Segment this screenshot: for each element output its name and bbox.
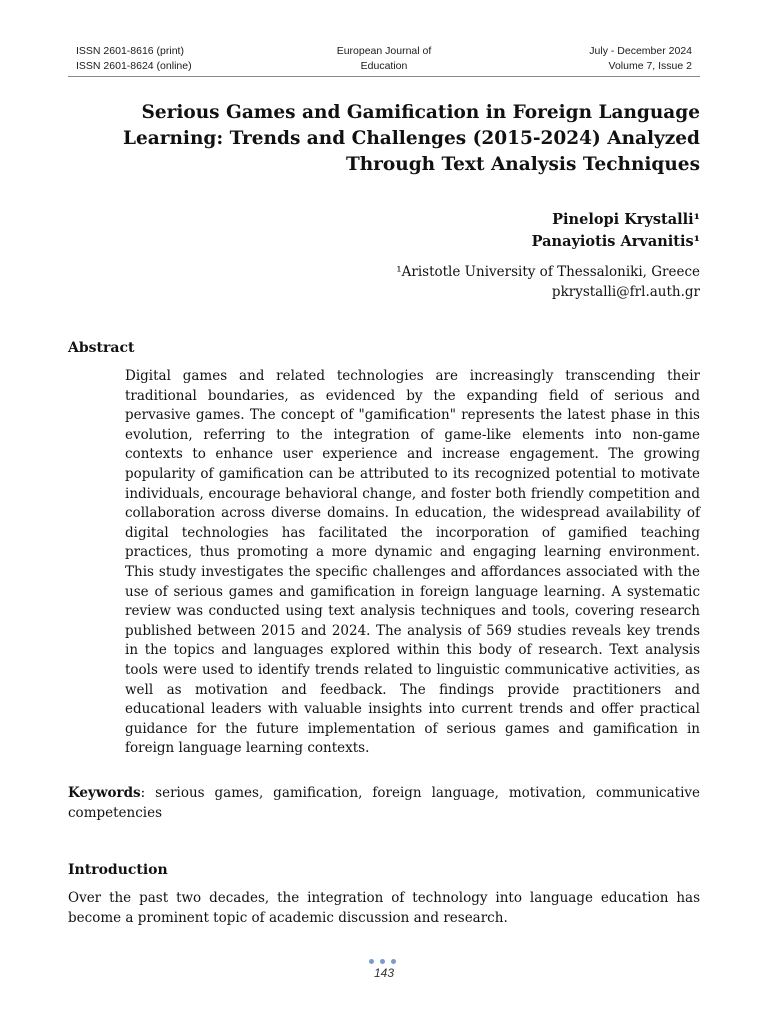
issue-block — [589, 44, 692, 74]
affiliation: ¹Aristotle University of Thessaloniki, Greece — [396, 264, 700, 280]
abstract-heading: Abstract — [68, 340, 135, 356]
header-divider — [68, 76, 700, 77]
title-line-2: Learning: Trends and Challenges (2015-2024) Analyzed — [122, 128, 700, 149]
keywords-label: Keywords — [68, 785, 141, 801]
introduction-body: Over the past two decades, the integration of technology into language education has become a prominent topic of academic discussion and research. — [68, 890, 700, 926]
author-email: pkrystalli@frl.auth.gr — [551, 284, 700, 300]
issn-online: ISSN 2601-8624 (online) — [76, 60, 192, 72]
page-ornament — [369, 959, 399, 965]
paper-title — [68, 100, 700, 178]
ornament-dot — [369, 959, 374, 964]
author-name: Pinelopi Krystalli¹ — [552, 211, 700, 228]
keywords-paragraph — [68, 783, 700, 823]
running-header — [76, 44, 692, 74]
introduction-heading: Introduction — [68, 862, 168, 878]
issn-print: ISSN 2601-8616 (print) — [76, 45, 184, 57]
title-line-3: Through Text Analysis Techniques — [345, 154, 700, 175]
issue-date: July - December 2024 — [589, 45, 692, 57]
author-name: Panayiotis Arvanitis¹ — [531, 233, 700, 250]
issue-volume: Volume 7, Issue 2 — [608, 60, 692, 72]
author-list — [68, 209, 700, 253]
keywords-list: : serious games, gamification, foreign language, motivation, communicative competencies — [68, 785, 700, 821]
journal-line-1: European Journal of — [336, 45, 432, 57]
ornament-dot — [391, 959, 396, 964]
journal-line-2: Education — [360, 60, 408, 72]
abstract-body: Digital games and related technologies are increasingly transcending their traditional boundaries, as evidenced by the expanding field of serious and pervasive games. The concept of "gamification" represents the latest phase in this evolution, referring to the integration of game-like elements into non-game contexts to enhance user experience and increase engagement. The growing popularity of gamification can be attributed to its recognized potential to motivate individuals, encourage behavioral change, and foster both friendly competition and collaboration across diverse domains. In education, the widespread availability of digital technologies has facilitated the incorporation of gamified teaching practices, thus promoting a more dynamic and engaging learning environment. This study investigates the specific challenges and affordances associated with the use of serious games and gamification in foreign language learning. A systematic review was conducted using text analysis techniques and tools, covering research published between 2015 and 2024. The analysis of 569 studies reveals key trends in the topics and languages explored within this body of research. Text analysis tools were used to identify trends related to linguistic communicative activities, as well as motivation and feedback. The findings provide practitioners and educational leaders with valuable insights into current trends and offer practical guidance for the future implementation of serious games and gamification in foreign language learning contexts. — [125, 368, 700, 757]
affiliation-block — [68, 262, 700, 302]
title-line-1: Serious Games and Gamification in Foreign Language — [141, 102, 700, 123]
ornament-dot — [380, 959, 385, 964]
page-number: 143 — [373, 966, 395, 980]
